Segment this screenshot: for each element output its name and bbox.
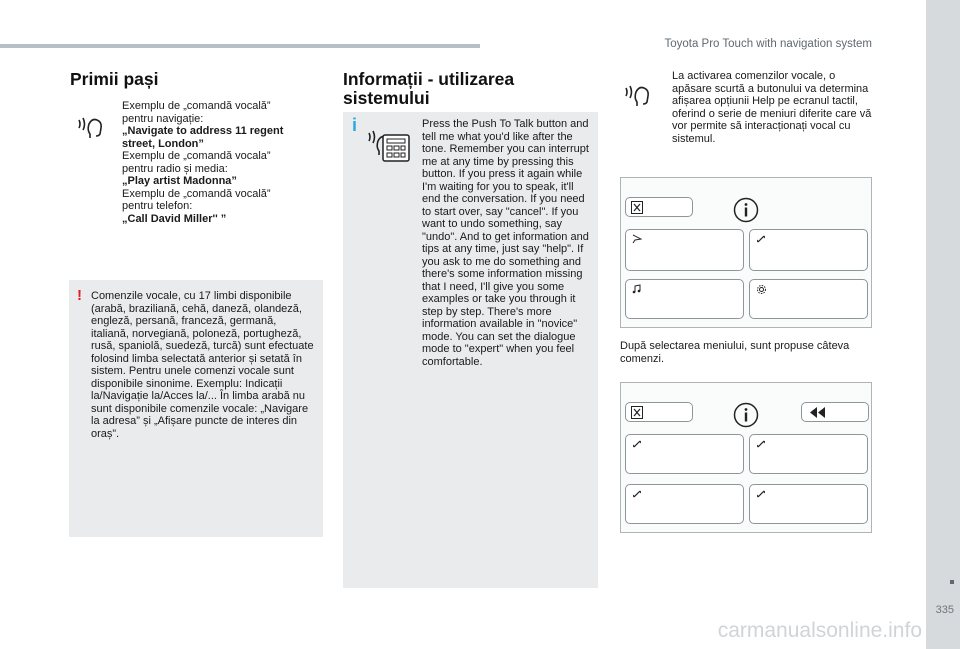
example-nav-label: Exemplu de „comandă vocală” pentru navigație: [122, 100, 271, 125]
phone-icon [632, 489, 642, 499]
side-band [926, 0, 960, 649]
command-option-2[interactable] [749, 434, 868, 474]
page-number: 335 [935, 604, 954, 616]
voice-command-screen-icon [365, 121, 411, 163]
navigation-menu-button[interactable] [625, 229, 744, 271]
close-button-2[interactable] [625, 402, 693, 422]
voice-intro-text: La activarea comenzilor vocale, o apăsare scurtă a butonului va determina afișarea opțiunii Help pe ecranul tactil, oferind o serie de meniuri diferite care vă vor permite să interacționați vocal cu sistemul. [672, 70, 872, 145]
header-title: Toyota Pro Touch with navigation system [664, 38, 872, 50]
close-x-icon [631, 201, 643, 214]
help-screen-1 [620, 177, 872, 328]
example-phone-label: Exemplu de „comandă vocală” pentru telefon: [122, 187, 271, 212]
music-menu-button[interactable] [625, 279, 744, 319]
heading-first-steps: Primii pași [70, 69, 159, 89]
phone-icon [632, 439, 642, 449]
header-rule [0, 44, 480, 48]
example-radio-label: Exemplu de „comandă vocala” pentru radio și media: [122, 150, 271, 175]
info-circle-icon[interactable] [733, 402, 759, 428]
example-nav-command: „Navigate to address 11 regent street, London” [122, 125, 284, 150]
example-phone-command: „Call David Miller'' ” [122, 212, 227, 225]
back-arrows-icon [808, 406, 826, 419]
example-radio-command: „Play artist Madonna” [122, 175, 237, 187]
close-x-icon [631, 406, 643, 419]
phone-icon [756, 234, 766, 244]
info-mark: i [352, 115, 358, 135]
warning-text: Comenzile vocale, cu 17 limbi disponibile (arabă, braziliană, cehă, daneză, olandeză, engleză, persană, franceză, germană, italiană, norvegiană, poloneză, portugheză, rusă, spaniolă, suedeză, turcă) sunt efectuate folosind limba selectată anterior și setată în sistem. Pentru unele comenzi vocale sunt disponibile sinonime. Exemplu: Indicații la/Navigație la/Acces la/... În limba arabă nu sunt disponibile comenzile vocale: „Navigare la adresa” și „Afișare puncte de interes din oraș”. [91, 290, 314, 440]
phone-icon [756, 439, 766, 449]
gear-icon [756, 284, 767, 295]
voice-command-icon [75, 112, 107, 144]
screen-caption: După selectarea meniului, sunt propuse câteva comenzi. [620, 340, 850, 365]
heading-info-usage: Informații - utilizarea sistemului [343, 69, 515, 108]
command-option-1[interactable] [625, 434, 744, 474]
info-circle-icon[interactable] [733, 197, 759, 223]
settings-menu-button[interactable] [749, 279, 868, 319]
help-screen-2 [620, 382, 872, 533]
phone-icon [756, 489, 766, 499]
music-note-icon [632, 284, 642, 294]
command-option-4[interactable] [749, 484, 868, 524]
command-option-3[interactable] [625, 484, 744, 524]
page-marker [950, 580, 954, 584]
info-text: Press the Push To Talk button and tell me what you'd like after the tone. Remember you can interrupt me at any time by pressing this button. If you press it again while I'm waiting for you to speak, it'll end the conversation. If you need to start over, say "cancel". If you want to undo something, say "undo". And to get information and tips at any time, just say "help". If you ask to me do something and there's some information missing that I need, I'll give you some examples or take you through it step by step. There's more information available in "novice" mode. You can set the dialogue mode to "expert" when you feel comfortable. [422, 118, 589, 368]
navigation-arrow-icon [632, 234, 642, 244]
back-button[interactable] [801, 402, 869, 422]
voice-command-icon-2 [622, 80, 654, 112]
phone-menu-button[interactable] [749, 229, 868, 271]
voice-examples [122, 100, 302, 225]
watermark: carmanualsonline.info [717, 619, 922, 642]
close-button[interactable] [625, 197, 693, 217]
warning-mark: ! [77, 287, 82, 304]
